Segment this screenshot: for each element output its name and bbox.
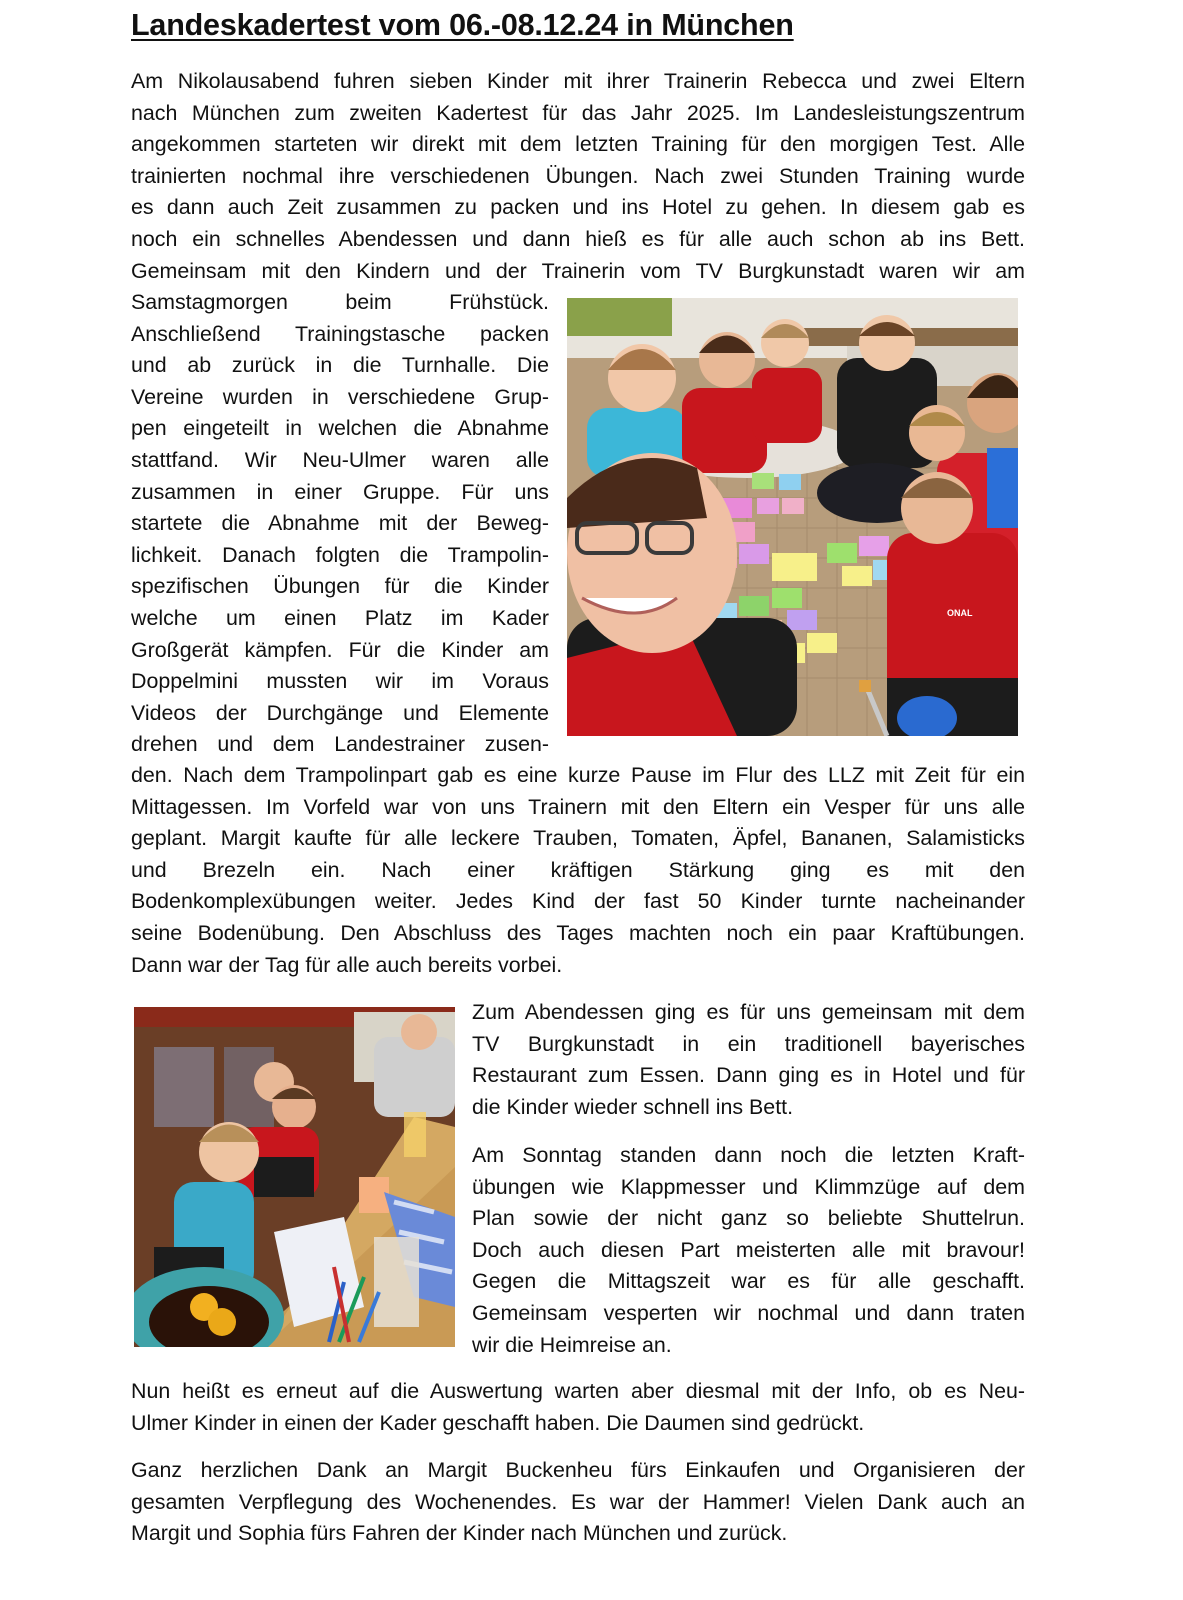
text-line: und ab zurück in die Turnhalle. Die bbox=[131, 353, 549, 378]
text-line: Gemeinsam mit den Kindern und der Trainerin vom TV Burgkunstadt waren wir am bbox=[131, 258, 1025, 283]
paragraph-dinner bbox=[472, 997, 1025, 1123]
text-line: den. Nach dem Trampolinpart gab es eine kurze Pause im Flur des LLZ mit Zeit für ein bbox=[131, 763, 1025, 787]
text-line: Gemeinsam vesperten wir nochmal und dann traten bbox=[472, 1300, 1025, 1325]
text-line: TV Burgkunstadt in ein traditionell bayerisches bbox=[472, 1031, 1025, 1056]
text-line: Doppelmini mussten wir im Voraus bbox=[131, 669, 549, 694]
text-line: lichkeit. Danach folgten die Trampolin- bbox=[131, 542, 549, 567]
photo-card-game-selfie-image bbox=[567, 298, 1018, 736]
text-line: Restaurant zum Essen. Dann ging es in Hotel und für bbox=[472, 1063, 1025, 1088]
photo-restaurant-dinner-image bbox=[134, 1007, 455, 1347]
text-line: pen eingeteilt in welchen die Abnahme bbox=[131, 416, 549, 441]
text-line: Am Nikolausabend fuhren sieben Kinder mit ihrer Trainerin Rebecca und zwei Eltern bbox=[131, 69, 1025, 93]
text-line: nach München zum zweiten Kadertest für das Jahr 2025. Im Landesleistungszentrum bbox=[131, 100, 1025, 125]
text-line: Samstagmorgen beim Frühstück. bbox=[131, 290, 549, 314]
text-line: Großgerät kämpfen. Für die Kinder am bbox=[131, 637, 549, 662]
text-line: Videos der Durchgänge und Elemente bbox=[131, 700, 549, 725]
text-line: Vereine wurden in verschiedene Grup- bbox=[131, 384, 549, 409]
text-line: stattfand. Wir Neu-Ulmer waren alle bbox=[131, 447, 549, 472]
paragraph-saturday-continued bbox=[131, 760, 1025, 981]
text-line: Nun heißt es erneut auf die Auswertung warten aber diesmal mit der Info, ob es Neu- bbox=[131, 1379, 1025, 1403]
text-line: übungen wie Klappmesser und Klimmzüge auf dem bbox=[472, 1174, 1025, 1199]
paragraph-evaluation bbox=[131, 1376, 1025, 1439]
photo-restaurant-dinner bbox=[134, 1007, 455, 1347]
text-line: und Brezeln ein. Nach einer kräftigen Stärkung ging es mit den bbox=[131, 857, 1025, 882]
text-line: startete die Abnahme mit der Beweg- bbox=[131, 511, 549, 536]
text-line: Bodenkomplexübungen weiter. Jedes Kind der fast 50 Kinder turnte nacheinander bbox=[131, 889, 1025, 914]
text-line: Am Sonntag standen dann noch die letzten Kraft- bbox=[472, 1143, 1025, 1167]
text-line: angekommen starteten wir direkt mit dem letzten Training für den morgigen Test. Alle bbox=[131, 132, 1025, 157]
text-line: Margit und Sophia fürs Fahren der Kinder nach München und zurück. bbox=[131, 1521, 788, 1546]
article-title: Landeskadertest vom 06.-08.12.24 in München bbox=[131, 8, 794, 42]
text-line: Dann war der Tag für alle auch bereits vorbei. bbox=[131, 952, 563, 977]
text-line: Ulmer Kinder in einen der Kader geschafft haben. Die Daumen sind gedrückt. bbox=[131, 1410, 865, 1435]
paragraph-sunday bbox=[472, 1140, 1025, 1361]
text-line: Plan sowie der nicht ganz so beliebte Shuttelrun. bbox=[472, 1206, 1025, 1231]
text-line: seine Bodenübung. Den Abschluss des Tages machten noch ein paar Kraftübungen. bbox=[131, 920, 1025, 945]
paragraph-saturday-column bbox=[131, 287, 549, 761]
text-line: Ganz herzlichen Dank an Margit Buckenheu fürs Einkaufen und Organisieren der bbox=[131, 1458, 1025, 1482]
text-line: noch ein schnelles Abendessen und dann hieß es für alle auch schon ab ins Bett. bbox=[131, 226, 1025, 251]
text-line: Mittagessen. Im Vorfeld war von uns Trainern mit den Eltern ein Vesper für uns alle bbox=[131, 794, 1025, 819]
text-line: gesamten Verpflegung des Wochenendes. Es war der Hammer! Vielen Dank auch an bbox=[131, 1489, 1025, 1514]
text-line: spezifischen Übungen für die Kinder bbox=[131, 574, 549, 599]
text-line: zusammen in einer Gruppe. Für uns bbox=[131, 479, 549, 504]
photo-card-game-selfie bbox=[567, 298, 1018, 736]
text-line: geplant. Margit kaufte für alle leckere Trauben, Tomaten, Äpfel, Bananen, Salamisticks bbox=[131, 826, 1025, 851]
text-line: wir die Heimreise an. bbox=[472, 1332, 672, 1357]
text-line: Doch auch diesen Part meisterten alle mit bravour! bbox=[472, 1237, 1025, 1262]
jacket-print: ONAL bbox=[947, 608, 973, 618]
text-line: drehen und dem Landestrainer zusen- bbox=[131, 732, 549, 757]
paragraph-thanks bbox=[131, 1455, 1025, 1550]
paragraph-arrival bbox=[131, 66, 1025, 287]
text-line: Zum Abendessen ging es für uns gemeinsam mit dem bbox=[472, 1000, 1025, 1024]
text-line: welche um einen Platz im Kader bbox=[131, 605, 549, 630]
text-line: es dann auch Zeit zusammen zu packen und ins Hotel zu gehen. In diesem gab es bbox=[131, 195, 1025, 220]
text-line: die Kinder wieder schnell ins Bett. bbox=[472, 1094, 794, 1119]
text-line: Gegen die Mittagszeit war es für alle geschafft. bbox=[472, 1269, 1025, 1294]
text-line: trainierten nochmal ihre verschiedenen Übungen. Nach zwei Stunden Training wurde bbox=[131, 163, 1025, 188]
text-line: Anschließend Trainingstasche packen bbox=[131, 321, 549, 346]
